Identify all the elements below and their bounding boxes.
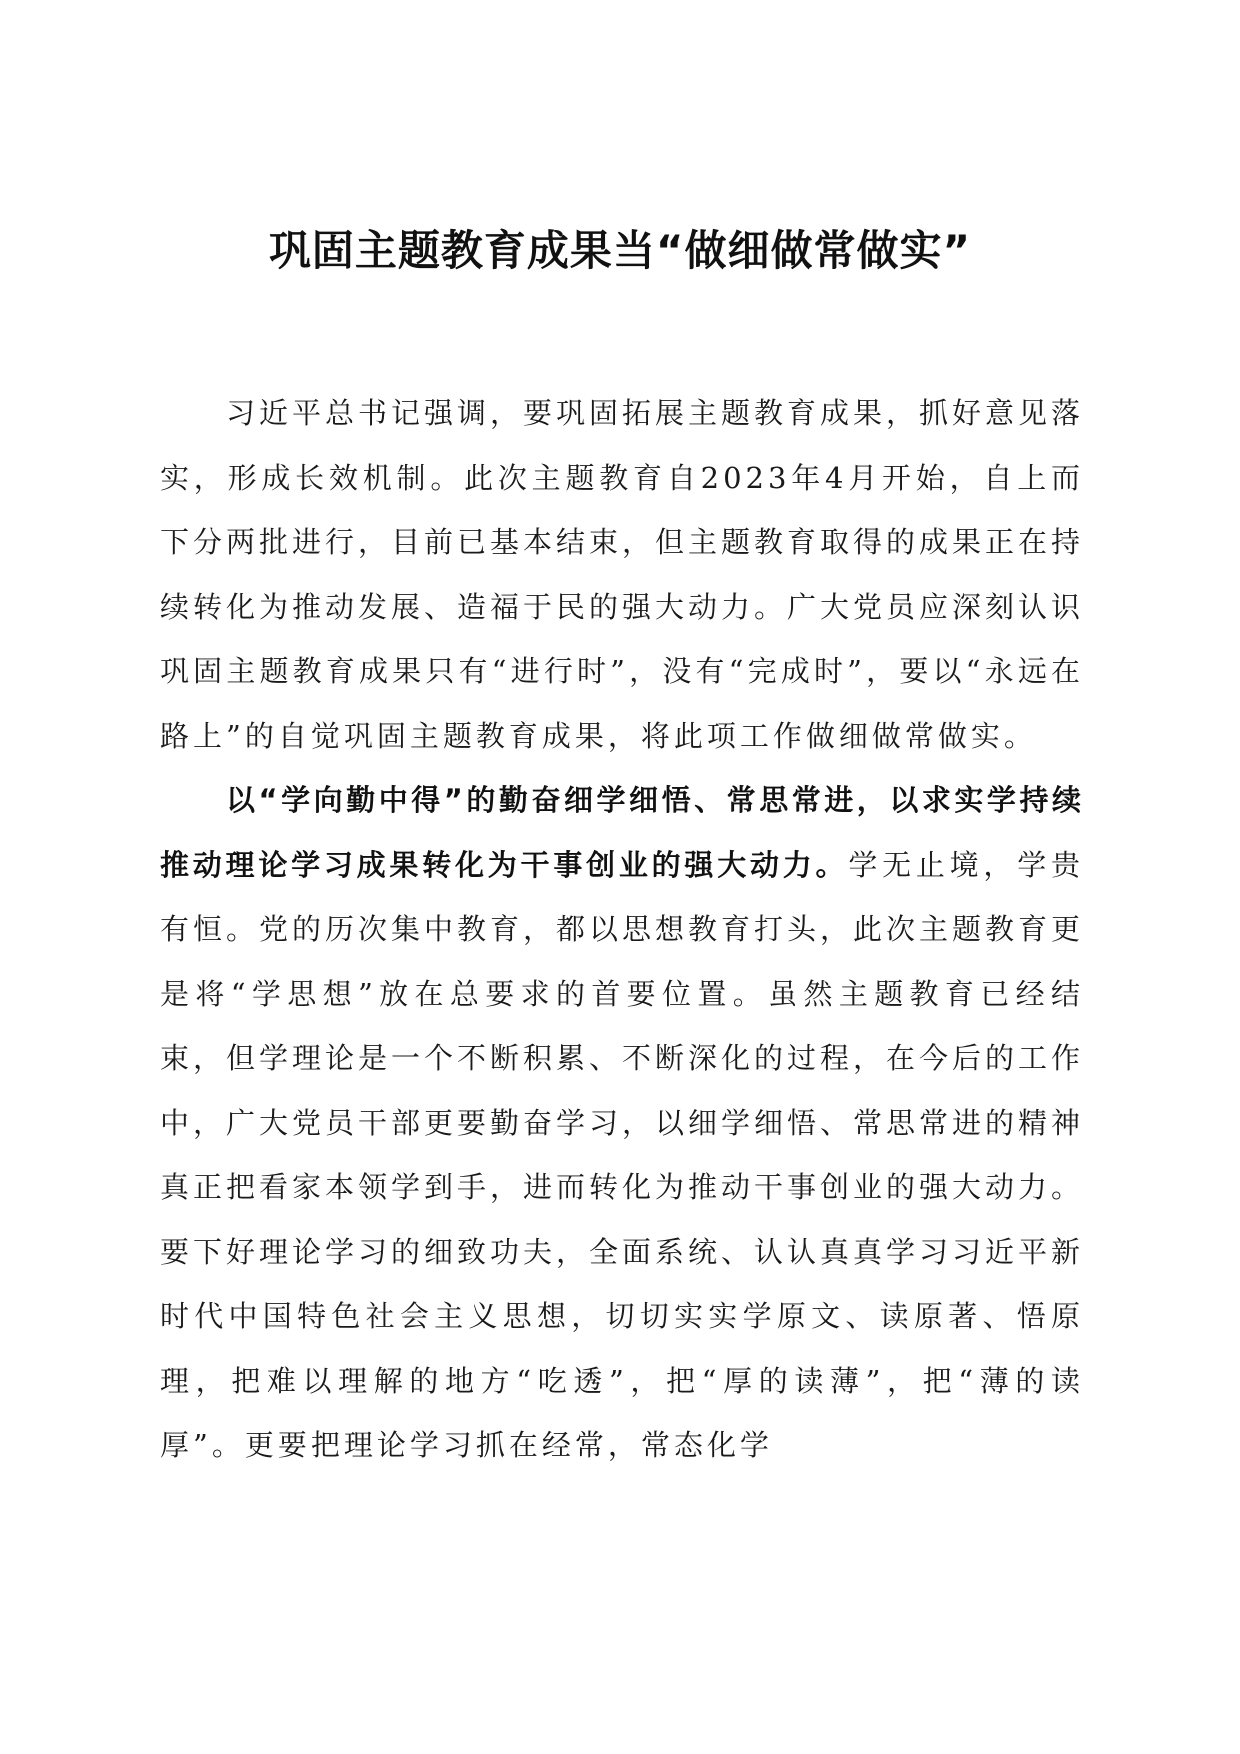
paragraph-2-lead: 以“学向勤中得”的勤奋细学细悟、常思常进，以求实学持续推动理论学习成果转化为干事创业的强大动力。 — [160, 783, 1084, 882]
paragraph-2 — [160, 768, 1084, 1478]
paragraph-1-text: 习近平总书记强调，要巩固拓展主题教育成果，抓好意见落实，形成长效机制。此次主题教育自2023年4月开始，自上而下分两批进行，目前已基本结束，但主题教育取得的成果正在持续转化为推动发展、造福于民的强大动力。广大党员应深刻认识巩固主题教育成果只有“进行时”，没有“完成时”，要以“永远在路上”的自觉巩固主题教育成果，将此项工作做细做常做实。 — [160, 396, 1085, 753]
paragraph-1 — [160, 381, 1084, 768]
document-title: 巩固主题教育成果当“做细做常做实” — [268, 226, 972, 275]
document-body — [160, 381, 1084, 1478]
paragraph-2-text: 学无止境，学贵有恒。党的历次集中教育，都以思想教育打头，此次主题教育更是将“学思想”放在总要求的首要位置。虽然主题教育已经结束，但学理论是一个不断积累、不断深化的过程，在今后的工作中，广大党员干部更要勤奋学习，以细学细悟、常思常进的精神真正把看家本领学到手，进而转化为推动干事创业的强大动力。要下好理论学习的细致功夫，全面系统、认认真真学习习近平新时代中国特色社会主义思想，切切实实学原文、读原著、悟原理，把难以理解的地方“吃透”，把“厚的读薄”，把“薄的读厚”。更要把理论学习抓在经常，常态化学 — [160, 847, 1085, 1462]
